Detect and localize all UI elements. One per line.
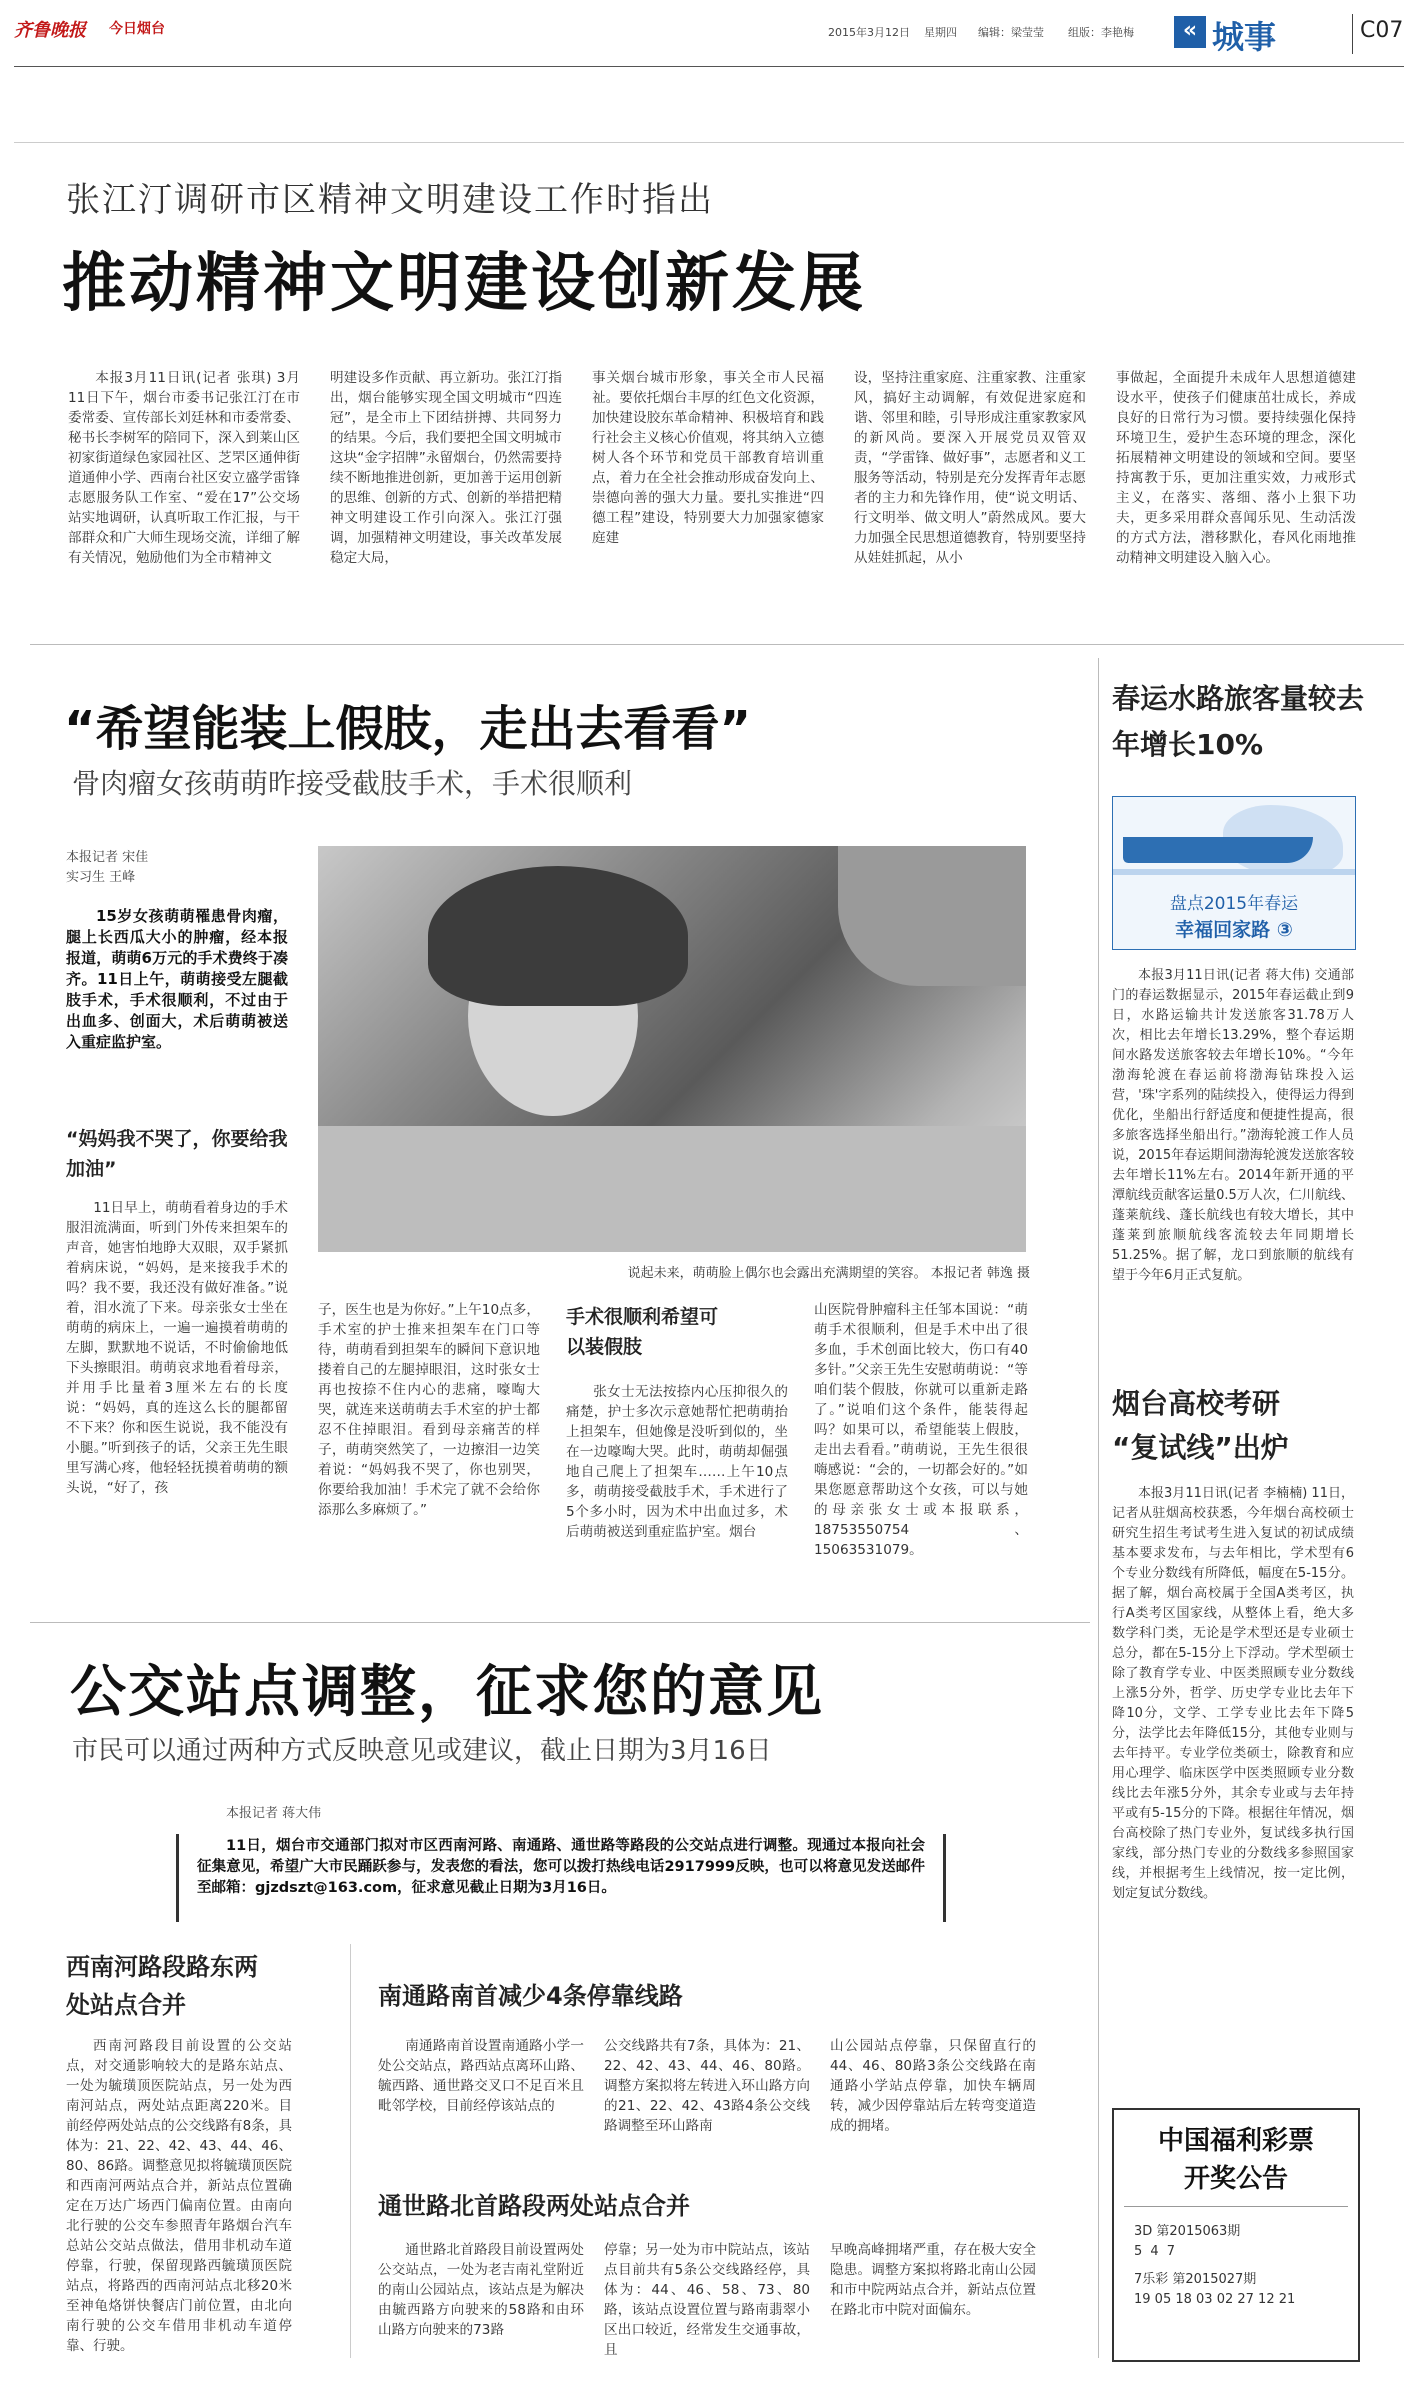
header-rule-2 (14, 142, 1404, 143)
header-divider (1352, 14, 1353, 54)
article3-lead: 11日，烟台市交通部门拟对市区西南河路、南通路、通世路等路段的公交站点进行调整。现通过本报向社会征集意见，希望广大市民踊跃参与，发表您的看法，您可以拨打热线电话2917999反映，也可以将意见发送邮件至邮箱：gjzdszt@163.com，征求意见截止日期为3月16日。 (197, 1838, 925, 1896)
article2-byline2: 实习生 王峰 (66, 870, 136, 885)
layout-editor: 组版：李艳梅 (1068, 26, 1134, 39)
sidebar1-banner (1112, 796, 1356, 950)
section-name: 今日烟台 (109, 21, 165, 37)
weekday: 星期四 (924, 26, 957, 39)
article1-col-4: 设，坚持注重家庭、注重家教、注重家风，搞好主动调解，有效促进家庭和谐、邻里和睦，引导形成注重家教家风的新风尚。要深入开展党员双管双责，“学雷锋、做好事”，志愿者和义工服务等活动，特别是充分发挥青年志愿者的主力和先锋作用，使“说文明话、行文明举、做文明人”蔚然成风。要大力加强全民思想道德教育，特别要坚持从娃娃抓起，从小 (854, 370, 1086, 566)
article3-col-b3: 山公园站点停靠，只保留直行的44、46、80路3条公交线路在南通路小学站点停靠，加快车辆周转，减少因停靠站后左转弯变道造成的拥堵。 (830, 2038, 1036, 2134)
sidebar1-title-text: 春运水路旅客量较去年增长10% (1112, 682, 1365, 761)
lottery-title2: 开奖公告 (1183, 2164, 1288, 2194)
banner-wave (1113, 869, 1355, 875)
article1-headline: 推动精神文明建设创新发展 (62, 247, 866, 321)
sidebar2-body: 本报3月11日讯(记者 李楠楠) 11日，记者从驻烟高校获悉，今年烟台高校硕士研究生招生考试考生进入复试的初试成绩基本要求发布，与去年相比，学术型有6个专业分数线有所降低，幅度在5-15分。据了解，烟台高校属于全国A类考区，执行A类考区国家线，从整体上看，绝大多数学科门类，无论是学术型还是专业硕士总分，都在5-15分上下浮动。学术型硕士除了教育学专业、中医类照顾专业分数线上涨5分外，哲学、历史学专业比去年下降10分，文学、工学专业比去年下降5分，法学比去年降低15分，其他专业则与去年持平。专业学位类硕士，除教育和应用心理学、临床医学中医类照顾专业分数线比去年涨5分外，其余专业或与去年持平或有5-15分的下降。根据往年情况，烟台高校除了热门专业外，复试线多执行国家线，部分热门专业的分数线多参照国家线，并根据考生上线情况，按一定比例，划定复试分数线。 (1112, 1486, 1354, 1901)
sidebar1-title (1112, 676, 1372, 768)
sidebar2-title1: 烟台高校考研 (1112, 1387, 1281, 1420)
lottery-line1: 3D 第2015063期 (1134, 2224, 1241, 2239)
editor: 编辑：梁莹莹 (978, 26, 1044, 39)
article3-headline: 公交站点调整，征求您的意见 (70, 1660, 824, 1725)
banner-line2: 幸福回家路 ③ (1175, 919, 1293, 941)
article2-col-4: 山医院骨肿瘤科主任邹本国说：“萌萌手术很顺利，但是手术中出了很多血，手术创面比较大，伤口有40多针。”父亲王先生安慰萌萌说：“等咱们装个假肢，你就可以重新走路了。”说咱们这个条件，能装得起吗？如果可以，希望能装上假肢，走出去看看。”萌萌说，王先生很很嗨感说：“会的，一切都会好的。”如果您愿意帮助这个女孩，可以与她的母亲张女士或本报联系，18753550754、15063531079。 (814, 1302, 1028, 1558)
article2-photo (318, 846, 1026, 1252)
article3-col-c2: 停靠；另一处为市中院站点，该站点目前共有5条公交线路经停，具体为：44、46、58、73、80路，该站点设置位置与路南翡翠小区出口较近，经常发生交通事故，且 (604, 2242, 810, 2358)
article3-byline: 本报记者 蒋大伟 (226, 1806, 322, 1821)
photo-pillow (838, 846, 1026, 986)
article3-col-c3: 早晚高峰拥堵严重，存在极大安全隐患。调整方案拟将路北南山公园和市中院两站点合并，新站点位置在路北市中院对面偏东。 (830, 2242, 1036, 2318)
lottery-line3: 7乐彩 第2015027期 (1134, 2272, 1257, 2287)
article3-lead-box (176, 1834, 946, 1922)
channel-chevron-icon: « (1174, 16, 1206, 48)
article3-col-c1: 通世路北首路段目前设置两处公交站点，一处为老吉南礼堂附近的南山公园站点，该站点是为解决由毓西路方向驶来的58路和由环山路方向驶来的73路 (378, 2242, 584, 2338)
sidebar2-title2: “复试线”出炉 (1112, 1431, 1289, 1464)
banner-line1: 盘点2015年春运 (1169, 894, 1299, 914)
article2-lead: 15岁女孩萌萌罹患骨肉瘤，腿上长西瓜大小的肿瘤，经本报报道，萌萌6万元的手术费终于凑齐。11日上午，萌萌接受左腿截肢手术，手术很顺利，不过由于出血多、创面大，术后萌萌被送入重症监护室。 (66, 907, 288, 1051)
article1-col-1: 本报3月11日讯(记者 张琪) 3月11日下午，烟台市委书记张江汀在市委常委、宣传部长刘廷林和市委常委、秘书长李树军的陪同下，深入到莱山区初家街道绿色家园社区、芝罘区通伸街道通伸小学、西南台社区安立盛学雷锋志愿服务队工作室、“爱在17”公交场站实地调研，认真听取工作汇报，与干部群众和广大师生现场交流，详细了解有关情况，勉励他们为全市精神文 (68, 370, 300, 566)
lottery-line2: 5 4 7 (1134, 2244, 1178, 2259)
article2-col-3: 张女士无法按捺内心压抑很久的痛楚，护士多次示意她帮忙把萌萌抬上担架车，但她像是没听到似的，坐在一边嚎啕大哭。此时，萌萌却倔强地自己爬上了担架车……上午10点多，萌萌接受截肢手术，手术进行了5个多小时，因为术中出血过多，术后萌萌被送到重症监护室。烟台 (566, 1384, 788, 1540)
article1-col-5: 事做起，全面提升未成年人思想道德建设水平，使孩子们健康茁壮成长，养成良好的日常行为习惯。要持续强化保持环境卫生，爱护生态环境的理念，深化拓展精神文明建设的领域和空间。要坚持寓教于乐，更加注重实效，力戒形式主义，在落实、落细、落小上狠下功夫，更多采用群众喜闻乐见、生动活泼的方式方法，潜移默化，春风化雨地推动精神文明建设入脑入心。 (1116, 370, 1356, 566)
sidebar-divider (1098, 658, 1099, 2358)
article1-bottom-rule (30, 644, 1404, 645)
article3-sub-b: 南通路南首减少4条停靠线路 (378, 1982, 683, 2010)
sidebar1-body: 本报3月11日讯(记者 蒋大伟) 交通部门的春运数据显示，2015年春运截止到9日，水路运输共计发送旅客31.78万人次，相比去年增长13.29%，整个春运期间水路发送旅客较去年增长10%。“今年渤海轮渡在春运前将渤海钻珠投入运营，'珠'字系列的陆续投入，使得运力得到优化，坐船出行舒适度和便捷性提高，很多旅客选择坐船出行。”渤海轮渡工作人员说，2015年春运期间渤海轮渡发送旅客较去年增长11%左右。2014年新开通的平潭航线贡献客运量0.5万人次，仁川航线、蓬莱航线、蓬长航线也有较大增长，其中蓬莱到旅顺航线客流较去年同期增长51.25%。据了解，龙口到旅顺的航线有望于今年6月正式复航。 (1112, 968, 1354, 1283)
brand-logo: 齐鲁晚报 (14, 20, 86, 41)
photo-blanket (318, 1126, 1026, 1252)
article3-sub-c: 通世路北首路段两处站点合并 (378, 2192, 690, 2220)
article3-sub-a: 西南河路段路东两处站点合并 (66, 1953, 258, 2019)
lottery-box (1112, 2108, 1360, 2362)
article3-col-a: 西南河路段目前设置的公交站点，对交通影响较大的是路东站点、一处为毓璜顶医院站点，另一处为西南河站点，两处站点距离220米。目前经停两处站点的公交线路有8条，具体为：21、22、42、43、44、46、80、86路。调整意见拟将毓璜顶医院和西南河两站点合并，新站点位置确定在万达广场西门偏南位置。由南向北行驶的公交车参照青年路烟台汽车总站公交站点做法，借用非机动车道停靠，行驶，保留现路西毓璜顶医院站点，将路西的西南河站点北移20米至神龟烙饼快餐店门前位置，由北向南行驶的公交车借用非机动车道停靠、行驶。 (66, 2038, 292, 2354)
article2-col-2: 子，医生也是为你好。”上午10点多，手术室的护士推来担架车在门口等待，萌萌看到担架车的瞬间下意识地搂着自己的左腿掉眼泪，这时张女士再也按捺不住内心的悲痛，嚎啕大哭，就连来送萌萌去手术室的护士都忍不住掉眼泪。看到母亲痛苦的样子，萌萌突然笑了，一边擦泪一边笑着说：“妈妈我不哭了，你也别哭，你要给我加油！手术完了就不会给你添那么多麻烦了。” (318, 1302, 540, 1518)
article2-sub1: “妈妈我不哭了，你要给我加油” (66, 1128, 288, 1180)
channel-title: 城事 (1212, 18, 1277, 56)
article2-byline1: 本报记者 宋佳 (66, 850, 149, 865)
article3-col-b1: 南通路南首设置南通路小学一处公交站点，路西站点离环山路、毓西路、通世路交叉口不足百米且毗邻学校，目前经停该站点的 (378, 2038, 584, 2114)
article1-kicker: 张江汀调研市区精神文明建设工作时指出 (66, 180, 714, 220)
article2-photo-caption: 说起未来，萌萌脸上偶尔也会露出充满期望的笑容。 本报记者 韩逸 摄 (627, 1266, 1030, 1281)
article2-col-1: 11日早上，萌萌看着身边的手术服泪流满面，听到门外传来担架车的声音，她害怕地睁大双眼，双手紧抓着病床说，“妈妈，是来接我手术的吗？我不要，我还没有做好准备。”说着，泪水流了下来。母亲张女士坐在萌萌的病床上，一遍一遍摸着萌萌的左脚，默默地不说话，不时偷偷地低下头擦眼泪。萌萌哀求地看着母亲，并用手比量着3厘米左右的长度说：“妈妈，真的连这么长的腿都留不下来？你和医生说说，我不能没有小腿。”听到孩子的话，父亲王先生眼里写满心疼，他轻轻抚摸着萌萌的额头说，“好了，孩 (66, 1200, 288, 1496)
article2-sub2: 手术很顺利希望可以装假肢 (566, 1306, 719, 1358)
article3-col-b2: 公交线路共有7条，具体为：21、22、42、43、44、46、80路。调整方案拟将左转进入环山路方向的21、22、42、43路4条公交线路调整至环山路南 (604, 2038, 810, 2134)
lottery-title1: 中国福利彩票 (1157, 2126, 1314, 2156)
ship-icon (1123, 837, 1313, 863)
article2-subhead: 骨肉瘤女孩萌萌昨接受截肢手术，手术很顺利 (72, 767, 633, 800)
article3-subhead: 市民可以通过两种方式反映意见或建议，截止日期为3月16日 (72, 1736, 772, 1766)
lottery-rule (1124, 2206, 1348, 2207)
article1-col-2: 明建设多作贡献、再立新功。张江汀指出，烟台能够实现全国文明城市“四连冠”，是全市上下团结拼搏、共同努力的结果。今后，我们要把全国文明城市这块“金字招牌”永留烟台，仍然需要持续不断地推进创新，更加善于运用创新的思维、创新的方式、创新的举措把精神文明建设工作引向深入。张江汀强调，加强精神文明建设，事关改革发展稳定大局， (330, 370, 562, 566)
article3-top-rule (30, 1622, 1090, 1623)
photo-hair (428, 866, 688, 1006)
article1-col-3: 事关烟台城市形象，事关全市人民福祉。要依托烟台丰厚的红色文化资源，加快建设胶东革命精神、积极培育和践行社会主义核心价值观，将其纳入立德树人各个环节和党员干部教育培训重点，着力在全社会推动形成奋发向上、崇德向善的强大力量。要扎实推进“四德工程”建设，特别要大力加强家德家庭建 (592, 370, 824, 546)
page-number: C07 (1360, 18, 1404, 43)
header-rule (14, 66, 1404, 67)
masthead (14, 10, 1404, 58)
lottery-line4: 19 05 18 03 02 27 12 21 (1134, 2292, 1296, 2307)
article2-headline: “希望能装上假肢，走出去看看” (64, 701, 752, 757)
date: 2015年3月12日 (828, 26, 910, 39)
article3-divider (350, 1944, 351, 2358)
